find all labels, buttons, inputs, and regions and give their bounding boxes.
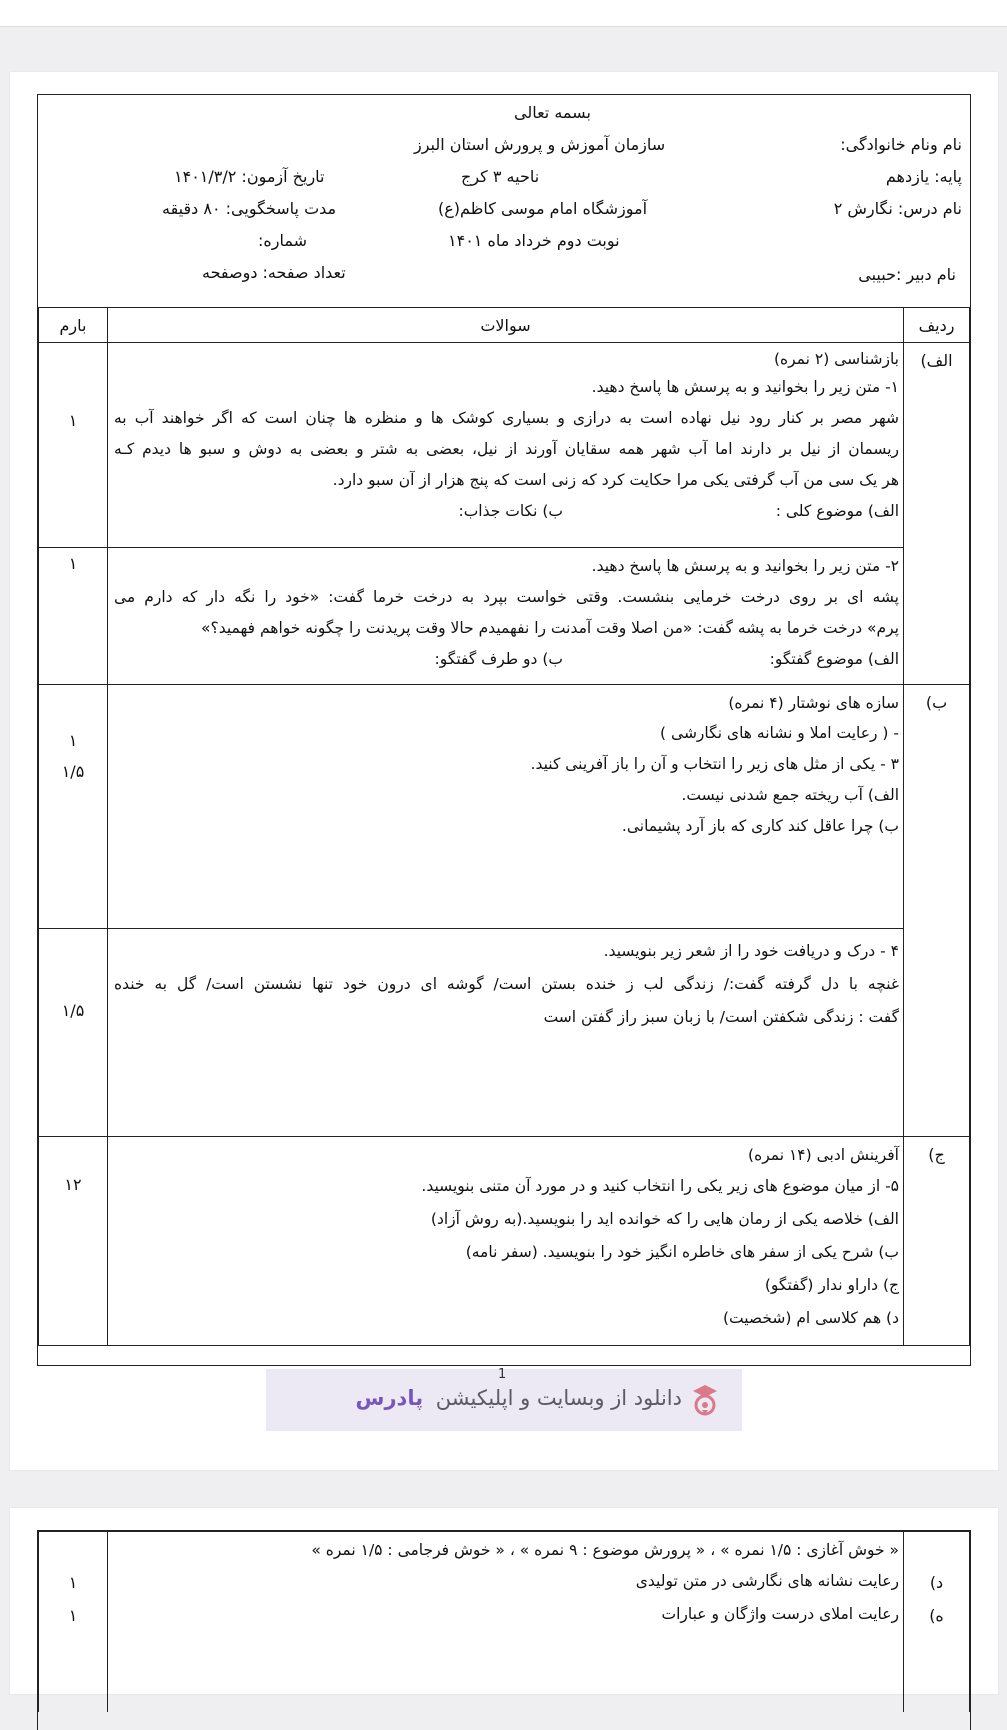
question-4-cell <box>108 929 904 1137</box>
dictation-note: - ( رعایت املا و نشانه های نگارشی ) <box>660 724 899 742</box>
question-5-option-c: ج) داراو ندار (گفتگو) <box>764 1276 899 1294</box>
organization: سازمان آموزش و پرورش استان البرز <box>414 135 666 154</box>
question-3-score-b: ۱/۵ <box>61 762 85 781</box>
question-2-part-a: الف) موضوع گفتگو: <box>769 650 899 668</box>
banner-text <box>355 1386 682 1410</box>
question-3-option-b: ب) چرا عاقل کند کاری که باز آرد پشیمانی. <box>621 817 899 835</box>
student-name-label: نام ونام خانوادگی: <box>840 135 962 154</box>
page-2-score-cell <box>39 1532 108 1712</box>
section-label-h: ه) <box>929 1606 944 1625</box>
question-1-parts <box>114 496 899 527</box>
exam-sheet-2 <box>37 1530 971 1730</box>
duration: مدت پاسخگویی: ۸۰ دقیقه <box>162 199 337 218</box>
question-1-text-line-2: ریسمان از نیل بر دارند اما آب شهر همه سقایان آورند از نیل، بعضی به شتر و بعضی به دوش و سبو ها دیدم کـه <box>114 440 899 458</box>
section-label-be: ب) <box>904 685 970 1137</box>
question-5-option-d: د) هم کلاسی ام (شخصیت) <box>722 1309 899 1327</box>
question-2-parts <box>114 644 899 675</box>
section-label-alef: الف) <box>904 343 970 685</box>
download-banner[interactable] <box>266 1369 742 1431</box>
section-title-be: سازه های نوشتار (۴ نمره) <box>728 694 899 712</box>
question-2-part-b: ب) دو طرف گفتگو: <box>434 650 563 668</box>
exam-date: تاریخ آزمون: ۱۴۰۱/۳/۲ <box>174 167 325 186</box>
question-5-instruction: ۵- از میان موضوع های زیر یکی را انتخاب کنید و در مورد آن متنی بنویسید. <box>421 1177 899 1195</box>
section-label-jim: ج) <box>904 1137 970 1346</box>
bismillah: بسمه تعالی <box>514 103 591 122</box>
question-2-text-line-1: پشه ای بر روی درخت خرمایی بنشست. وقتی خواست بپرد به درخت خرما گفت: «خود را نگه دار که دارم می <box>114 588 899 606</box>
question-1-instruction: ۱- متن زیر را بخوانید و به پرسش ها پاسخ دهید. <box>591 378 899 396</box>
question-1-cell <box>108 343 904 548</box>
scoring-rubric: « خوش آغازی : ۱/۵ نمره » ، « پرورش موضوع : ۹ نمره » ، « خوش فرجامی : ۱/۵ نمره » <box>311 1541 899 1559</box>
question-1-text-line-3: هر یک سی من آب گرفتی یکی مرا حکایت کرد که زنی است که پنج هزار از آن سبو دارد. <box>332 471 899 489</box>
question-5-option-a: الف) خلاصه یکی از رمان هایی را که خوانده اید را بنویسید.(به روش آزاد) <box>430 1210 899 1228</box>
question-3-score-a: ۱ <box>68 731 78 750</box>
criterion-d-score: ۱ <box>68 1573 78 1592</box>
page-2-labels-cell <box>904 1532 970 1712</box>
table-row <box>39 548 970 685</box>
column-header-questions: سوالات <box>108 308 904 343</box>
page-count: تعداد صفحه: دوصفحه <box>202 263 346 282</box>
question-3-cell <box>108 685 904 929</box>
question-2-text-line-2: پرم» درخت خرما به پشه گفت: «من اصلا وقت آمدنت را نفهمیدم حالا وقت پریدنت را چگونه خواهم فهمید؟» <box>201 619 899 637</box>
question-4-instruction: ۴ - درک و دریافت خود را از شعر زیر بنویسید. <box>603 942 899 960</box>
table-row <box>39 1137 970 1346</box>
document-page-1 <box>10 72 998 1470</box>
question-1-score: ۱ <box>68 411 78 430</box>
exam-term: نوبت دوم خرداد ماه ۱۴۰۱ <box>448 231 620 250</box>
subject: نام درس: نگارش ۲ <box>833 199 962 218</box>
criterion-h-score: ۱ <box>68 1606 78 1625</box>
page-number: 1 <box>498 1367 507 1382</box>
table-header-row <box>39 308 970 343</box>
question-1-score-cell <box>39 343 108 548</box>
exam-sheet <box>37 94 971 1366</box>
question-5-score-cell <box>39 1137 108 1346</box>
question-4-poem-line-1: غنچه با دل گرفته گفت:/ زندگی لب ز خنده بستن است/ گوشه ای درون خود تنها نشستن است/ گل به خنده <box>114 975 899 993</box>
school: آموزشگاه امام موسی کاظم(ع) <box>438 199 648 218</box>
questions-table-2 <box>38 1531 970 1712</box>
question-3-instruction: ۳ - یکی از مثل های زیر را انتخاب و آن را باز آفرینی کنید. <box>530 755 899 773</box>
padars-logo-icon <box>690 1383 720 1417</box>
section-title-alef: بازشناسی (۲ نمره) <box>773 350 899 368</box>
criterion-h-text: رعایت املای درست واژگان و عبارات <box>661 1605 899 1623</box>
page-2-questions-cell <box>108 1532 904 1712</box>
question-5-cell <box>108 1137 904 1346</box>
section-label-d: د) <box>929 1573 944 1592</box>
exam-number: شماره: <box>258 231 308 250</box>
viewer-top-bar <box>0 0 1007 27</box>
question-3-option-a: الف) آب ریخته جمع شدنی نیست. <box>681 786 899 804</box>
table-row <box>39 1532 970 1712</box>
column-header-score: بارم <box>39 308 108 343</box>
criterion-d-text: رعایت نشانه های نگارشی در متن تولیدی <box>635 1572 899 1590</box>
banner-message: دانلود از وبسایت و اپلیکیشن <box>435 1386 682 1410</box>
question-4-poem-line-2: گفت : زندگی شکفتن است/ با زبان سبز راز گفتن است <box>543 1008 899 1026</box>
document-page-2 <box>10 1508 998 1694</box>
question-1-text-line-1: شهر مصر بر کنار رود نیل نهاده است به درازی و بسیاری کوشک ها و منظره ها چنان است که اگر خواهند آب به <box>114 409 899 427</box>
question-2-cell <box>108 548 904 685</box>
questions-table <box>38 307 970 1346</box>
table-row <box>39 685 970 929</box>
question-1-part-b: ب) نکات جذاب: <box>458 502 563 520</box>
question-5-score: ۱۲ <box>64 1175 82 1194</box>
question-2-instruction: ۲- متن زیر را بخوانید و به پرسش ها پاسخ دهید. <box>591 557 899 575</box>
question-1-part-a: الف) موضوع کلی : <box>775 502 899 520</box>
question-2-score-cell <box>39 548 108 685</box>
region: ناحیه ۳ کرج <box>461 167 540 186</box>
question-2-score: ۱ <box>68 554 78 573</box>
question-4-score-cell <box>39 929 108 1137</box>
teacher-name: نام دبیر :حبیبی <box>858 265 956 284</box>
question-3-score-cell <box>39 685 108 929</box>
column-header-row-number: ردیف <box>904 308 970 343</box>
grade: پایه: یازدهم <box>885 167 962 186</box>
banner-brand: پادرس <box>355 1386 424 1410</box>
question-5-option-b: ب) شرح یکی از سفر های خاطره انگیز خود را بنویسید. (سفر نامه) <box>465 1243 899 1261</box>
table-row <box>39 929 970 1137</box>
question-4-score: ۱/۵ <box>61 1001 85 1020</box>
section-title-jim: آفرینش ادبی (۱۴ نمره) <box>748 1146 899 1164</box>
table-row <box>39 343 970 548</box>
